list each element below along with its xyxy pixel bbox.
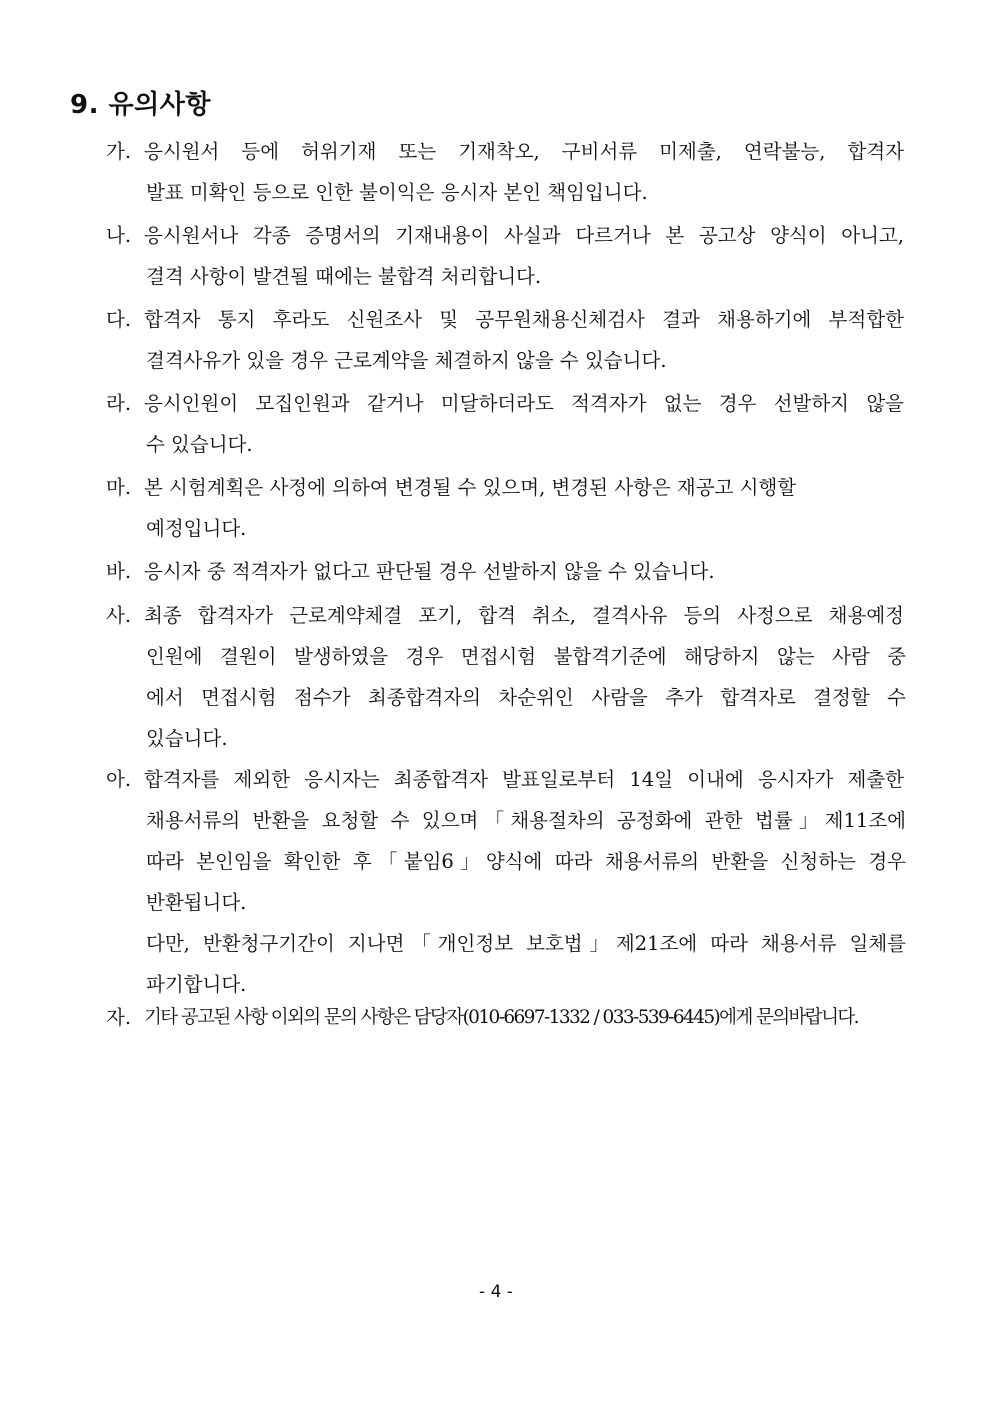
item-line: 최종 합격자가 근로계약체결 포기, 합격 취소, 결격사유 등의 사정으로 채용예정 [144, 604, 904, 627]
item-marker: 나. [106, 224, 132, 247]
item-line: 다만, 반환청구기간이 지나면「개인정보 보호법」제21조에 따라 채용서류 일체를 [146, 932, 906, 955]
item-line: 예정입니다. [146, 517, 247, 540]
item-line: 파기합니다. [146, 973, 247, 996]
item-line: 따라 본인임을 확인한 후「붙임6」양식에 따라 채용서류의 반환을 신청하는 경우 [146, 850, 906, 873]
item-marker: 아. [106, 768, 132, 791]
item-line: 응시원서나 각종 증명서의 기재내용이 사실과 다르거나 본 공고상 양식이 아니고, [144, 224, 904, 247]
item-marker: 사. [106, 604, 132, 627]
item-line: 결격 사항이 발견될 때에는 불합격 처리합니다. [146, 265, 542, 288]
item-marker: 가. [106, 140, 132, 163]
section-heading: 9. 유의사항 [70, 90, 211, 120]
item-marker: 자. [106, 1006, 132, 1029]
item-line: 합격자 통지 후라도 신원조사 및 공무원채용신체검사 결과 채용하기에 부적합한 [144, 308, 904, 331]
item-line: 기타 공고된 사항 이외의 문의 사항은 담당자(010-6697-1332 / 033-539-6445)에게 문의바랍니다. [144, 1007, 858, 1028]
item-line: 인원에 결원이 발생하였을 경우 면접시험 불합격기준에 해당하지 않는 사람 중 [146, 645, 906, 668]
item-line: 응시자 중 적격자가 없다고 판단될 경우 선발하지 않을 수 있습니다. [144, 560, 715, 583]
item-line: 있습니다. [146, 727, 228, 750]
item-marker: 라. [106, 392, 132, 415]
item-marker: 바. [106, 560, 132, 583]
item-line: 응시인원이 모집인원과 같거나 미달하더라도 적격자가 없는 경우 선발하지 않을 [144, 392, 904, 415]
item-line: 에서 면접시험 점수가 최종합격자의 차순위인 사람을 추가 합격자로 결정할 수 [146, 686, 906, 709]
item-line: 응시원서 등에 허위기재 또는 기재착오, 구비서류 미제출, 연락불능, 합격자 [144, 140, 904, 163]
item-marker: 마. [106, 476, 132, 499]
item-line: 수 있습니다. [146, 433, 253, 456]
item-marker: 다. [106, 308, 132, 331]
item-line: 합격자를 제외한 응시자는 최종합격자 발표일로부터 14일 이내에 응시자가 제출한 [144, 768, 904, 791]
page-number: - 4 - [479, 1282, 513, 1302]
item-line: 결격사유가 있을 경우 근로계약을 체결하지 않을 수 있습니다. [146, 349, 667, 372]
item-line: 채용서류의 반환을 요청할 수 있으며「채용절차의 공정화에 관한 법률」제11조에 [146, 809, 906, 832]
item-line: 본 시험계획은 사정에 의하여 변경될 수 있으며, 변경된 사항은 재공고 시행할 [144, 476, 797, 499]
item-line: 반환됩니다. [146, 891, 247, 914]
item-line: 발표 미확인 등으로 인한 불이익은 응시자 본인 책임입니다. [146, 181, 648, 204]
